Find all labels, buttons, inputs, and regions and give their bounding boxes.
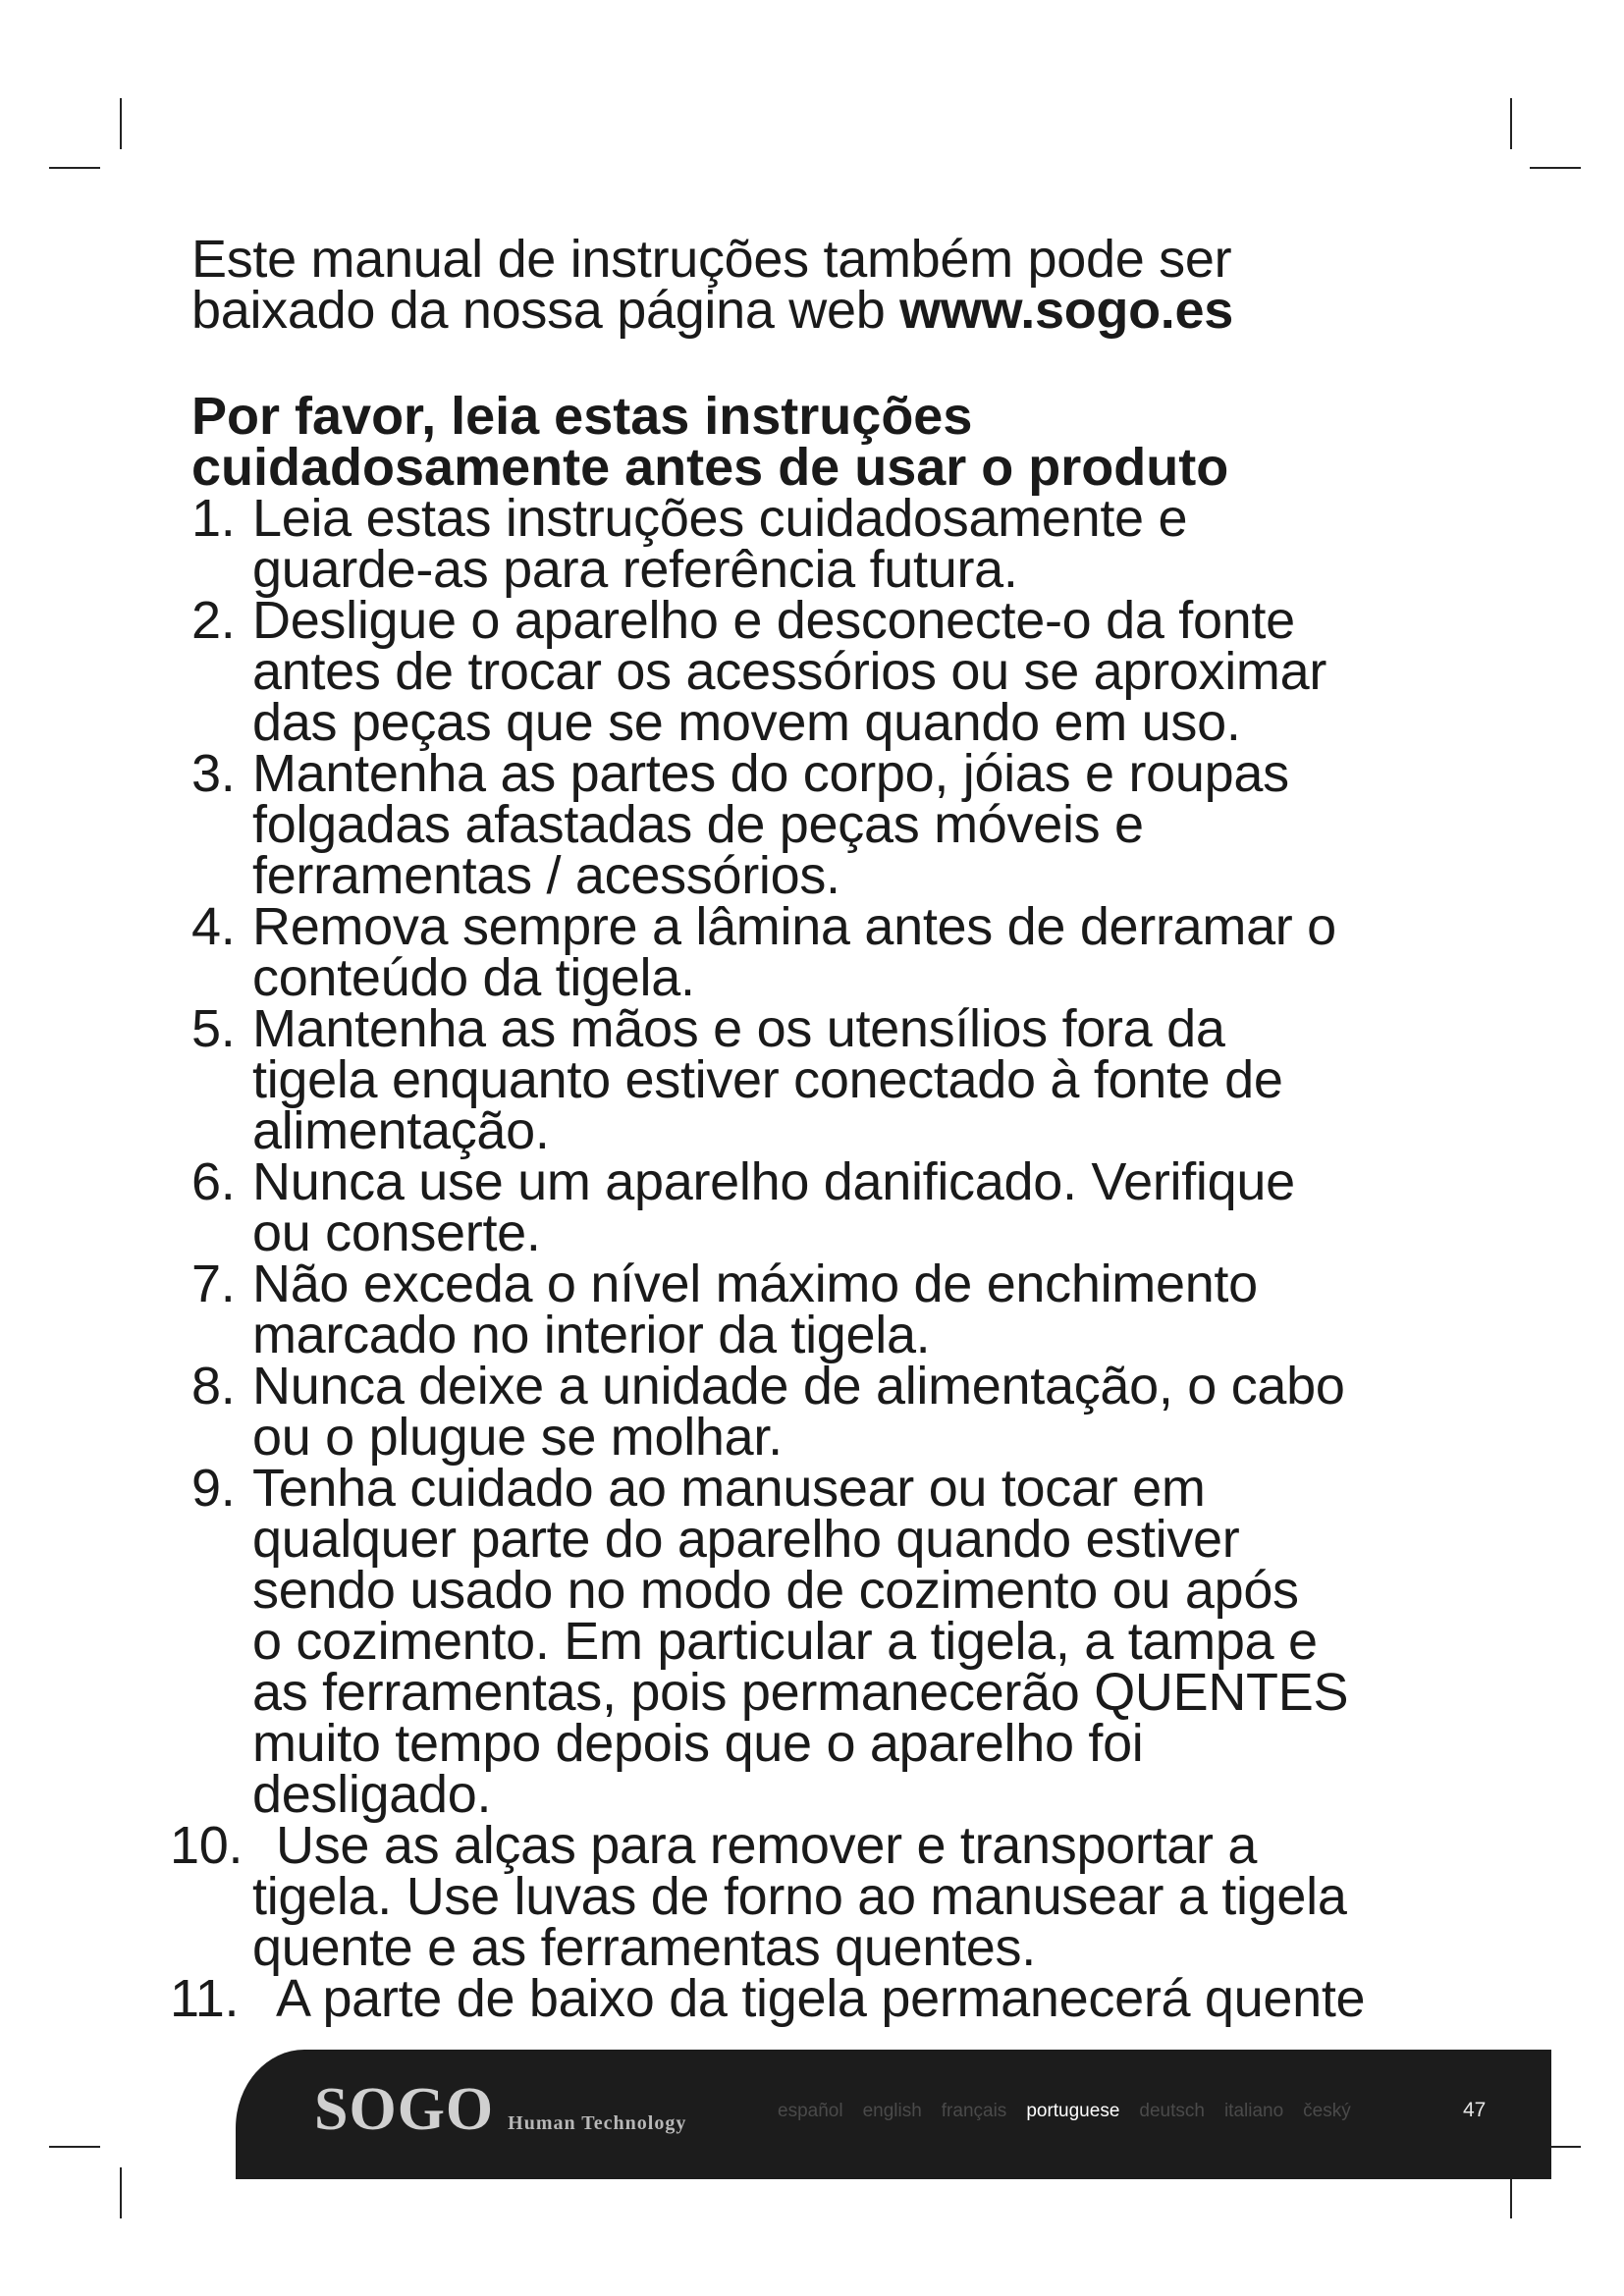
list-item-number: 5.: [191, 999, 236, 1058]
list-item-line: Mantenha as mãos e os utensílios fora da: [252, 999, 1225, 1058]
crop-mark: [49, 167, 100, 169]
language-link-1[interactable]: english: [862, 2101, 922, 2121]
list-item-line: guarde-as para referência futura.: [252, 540, 1018, 599]
list-item: [170, 1816, 1468, 1977]
list-item-line: tigela. Use luvas de forno ao manusear a tigela: [252, 1867, 1347, 1926]
safety-heading: cuidadosamente antes de usar o produto: [191, 438, 1229, 497]
list-item: [191, 897, 1468, 1007]
list-item: [191, 489, 1468, 599]
list-item-line: tigela enquanto estiver conectado à fonte de: [252, 1050, 1283, 1109]
list-item-line: qualquer parte do aparelho quando estiver: [252, 1510, 1240, 1569]
list-item: [191, 1255, 1468, 1364]
list-item: [170, 1969, 1468, 2028]
brand-logo: [314, 2075, 686, 2145]
list-item-line: das peças que se movem quando em uso.: [252, 693, 1241, 752]
list-item-line: Use as alças para remover e transportar a: [276, 1816, 1258, 1875]
list-item-number: 2.: [191, 591, 236, 650]
footer-bar: [236, 2050, 1551, 2179]
brand-tagline: Human Technology: [508, 2112, 687, 2134]
crop-mark: [120, 2167, 122, 2218]
list-item-line: ou o plugue se molhar.: [252, 1408, 783, 1467]
list-item-line: ferramentas / acessórios.: [252, 846, 840, 905]
list-item-line: ou conserte.: [252, 1203, 541, 1262]
language-link-4[interactable]: deutsch: [1139, 2101, 1205, 2121]
list-item-number: 4.: [191, 897, 236, 956]
list-item-line: o cozimento. Em particular a tigela, a tampa e: [252, 1612, 1318, 1671]
crop-mark: [49, 2146, 100, 2148]
list-item-line: alimentação.: [252, 1101, 550, 1160]
safety-heading: Por favor, leia estas instruções: [191, 387, 973, 446]
list-item-line: desligado.: [252, 1765, 492, 1824]
list-item-line: muito tempo depois que o aparelho foi: [252, 1714, 1144, 1773]
list-item: [191, 591, 1468, 752]
list-item-line: as ferramentas, pois permanecerão QUENTES: [252, 1663, 1349, 1722]
language-link-3[interactable]: portuguese: [1026, 2101, 1120, 2121]
intro-line: Este manual de instruções também pode ser: [191, 230, 1232, 289]
list-item: [191, 999, 1468, 1160]
list-item: [191, 1152, 1468, 1262]
website-link[interactable]: www.sogo.es: [899, 281, 1233, 340]
list-item-line: folgadas afastadas de peças móveis e: [252, 795, 1144, 854]
brand-name: SOGO: [314, 2076, 495, 2143]
list-item-number: 7.: [191, 1255, 236, 1313]
list-item-number: 3.: [191, 744, 236, 803]
list-item-line: Mantenha as partes do corpo, jóias e roupas: [252, 744, 1289, 803]
language-selector: [778, 2101, 1351, 2122]
language-link-6[interactable]: český: [1303, 2101, 1351, 2121]
page-number: 47: [1463, 2099, 1487, 2121]
crop-mark: [120, 98, 122, 149]
list-item-number: 11.: [170, 1969, 240, 2028]
intro-line-prefix: baixado da nossa página web: [191, 281, 900, 340]
intro-text: [191, 230, 1468, 340]
list-item-line: Não exceda o nível máximo de enchimento: [252, 1255, 1258, 1313]
list-item: [191, 1357, 1468, 1467]
crop-mark: [1510, 98, 1512, 149]
list-item-line: Nunca deixe a unidade de alimentação, o cabo: [252, 1357, 1345, 1415]
list-item-line: A parte de baixo da tigela permanecerá quente: [276, 1969, 1366, 2028]
language-link-5[interactable]: italiano: [1223, 2101, 1284, 2121]
safety-instructions-list: [170, 489, 1468, 2028]
list-item-line: Leia estas instruções cuidadosamente e: [252, 489, 1188, 548]
list-item-line: conteúdo da tigela.: [252, 948, 695, 1007]
list-item-number: 8.: [191, 1357, 236, 1415]
language-link-2[interactable]: français: [941, 2101, 1007, 2121]
list-item-number: 6.: [191, 1152, 236, 1211]
list-item-line: Tenha cuidado ao manusear ou tocar em: [252, 1459, 1206, 1518]
list-item: [191, 1459, 1468, 1824]
list-item-line: Desligue o aparelho e desconecte-o da fonte: [252, 591, 1295, 650]
list-item: [191, 744, 1468, 905]
crop-mark: [1530, 167, 1581, 169]
list-item-line: marcado no interior da tigela.: [252, 1306, 931, 1364]
list-item-line: antes de trocar os acessórios ou se aproximar: [252, 642, 1327, 701]
list-item-number: 1.: [191, 489, 236, 548]
language-link-0[interactable]: español: [778, 2101, 843, 2121]
list-item-number: 9.: [191, 1459, 236, 1518]
intro-line: [191, 281, 1468, 340]
list-item-number: 10.: [170, 1816, 244, 1875]
list-item-line: quente e as ferramentas quentes.: [252, 1918, 1036, 1977]
list-item-line: Remova sempre a lâmina antes de derramar o: [252, 897, 1336, 956]
list-item-line: sendo usado no modo de cozimento ou após: [252, 1561, 1299, 1620]
manual-page-content: [170, 230, 1468, 2028]
list-item-line: Nunca use um aparelho danificado. Verifique: [252, 1152, 1295, 1211]
